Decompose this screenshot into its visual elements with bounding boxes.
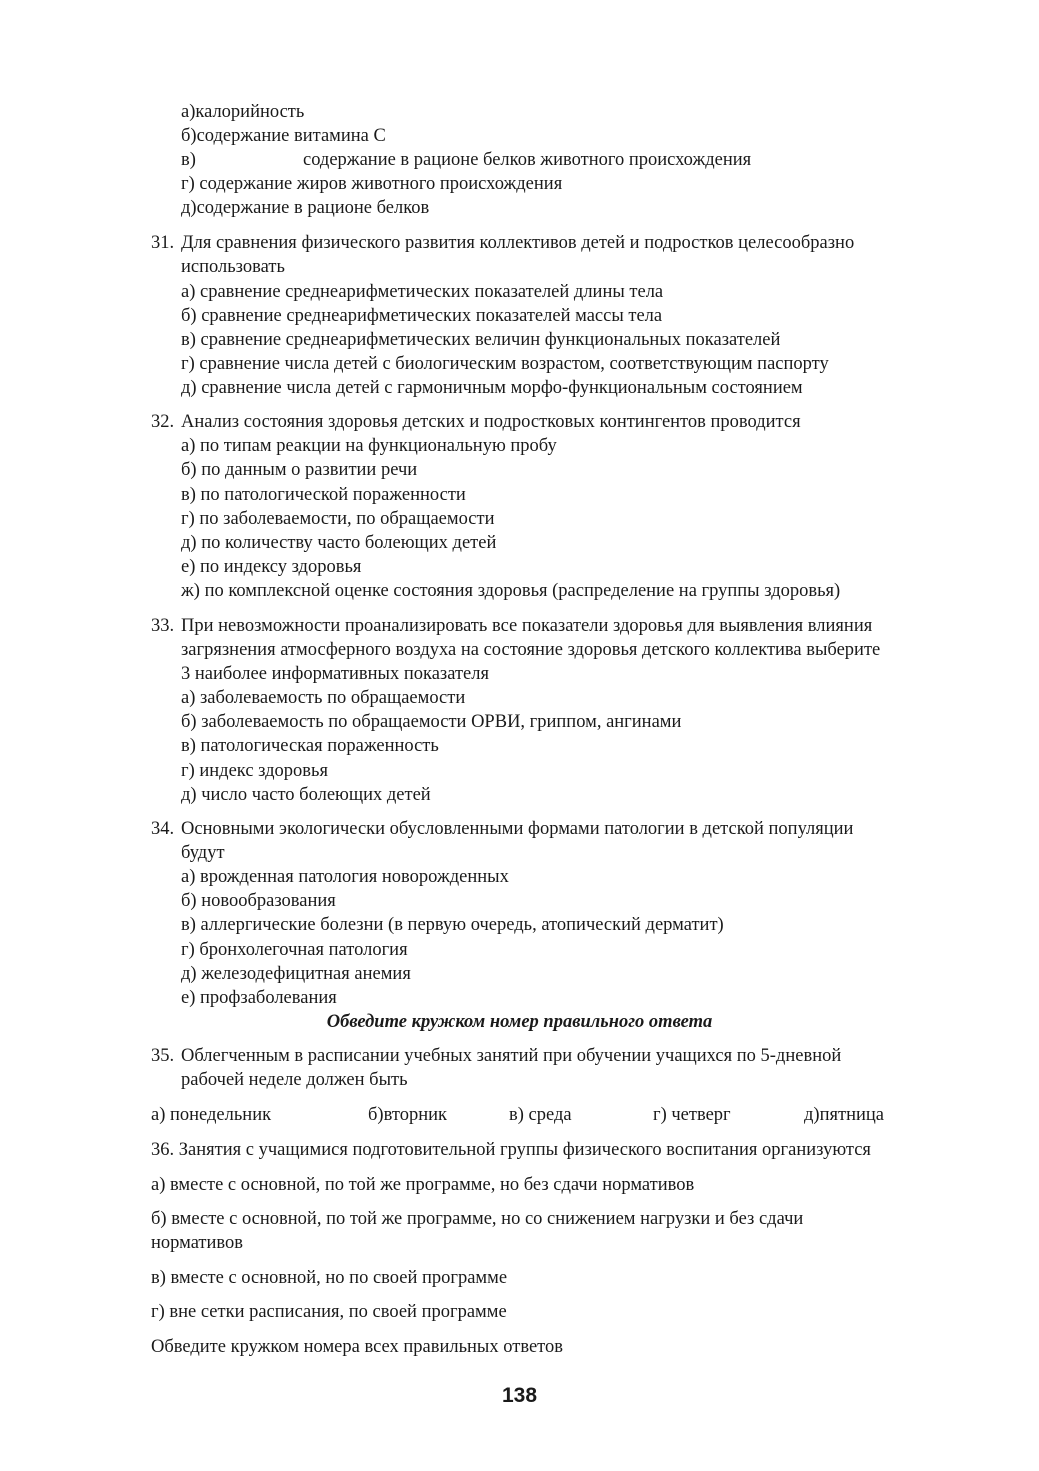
- q32-option-e: д) по количеству часто болеющих детей: [181, 533, 497, 553]
- q35-number: 35.: [151, 1046, 175, 1066]
- q35-option-c: в) среда: [509, 1105, 572, 1125]
- page-number: 138: [501, 1384, 538, 1407]
- q36-option-b-line1: б) вместе с основной, по той же программе, но со снижением нагрузки и без сдачи: [151, 1209, 804, 1229]
- q32-number: 32.: [151, 412, 175, 432]
- prev-option-e: д)содержание в рационе белков: [181, 198, 430, 218]
- q35-option-b: б)вторник: [368, 1105, 447, 1125]
- q32-option-c: в) по патологической пораженности: [181, 485, 466, 505]
- q35-options-row: [151, 1104, 911, 1126]
- prev-option-d: г) содержание жиров животного происхождения: [181, 174, 563, 194]
- q31-text-line1: Для сравнения физического развития коллективов детей и подростков целесообразно: [181, 233, 855, 253]
- q33-option-d: г) индекс здоровья: [181, 761, 328, 781]
- q36-option-b-line2: нормативов: [151, 1233, 244, 1253]
- q32-text-line1: Анализ состояния здоровья детских и подростковых контингентов проводится: [181, 412, 801, 432]
- q32-option-b: б) по данным о развитии речи: [181, 460, 418, 480]
- q31-number: 31.: [151, 233, 175, 253]
- q34-number: 34.: [151, 819, 175, 839]
- q34-option-f: е) профзаболевания: [181, 988, 337, 1008]
- q31-option-b: б) сравнение среднеарифметических показателей массы тела: [181, 306, 663, 326]
- q34-text-line2: будут: [181, 843, 225, 863]
- q36-option-c: в) вместе с основной, но по своей программе: [151, 1268, 508, 1288]
- q36-option-a: а) вместе с основной, по той же программе, но без сдачи нормативов: [151, 1175, 695, 1195]
- q34-option-e: д) железодефицитная анемия: [181, 964, 411, 984]
- q34-option-a: а) врожденная патология новорожденных: [181, 867, 509, 887]
- q34-option-b: б) новообразования: [181, 891, 336, 911]
- q32-option-g: ж) по комплексной оценке состояния здоровья (распределение на группы здоровья): [181, 581, 841, 601]
- q31-option-d: г) сравнение числа детей с биологическим возрастом, соответствующим паспорту: [181, 354, 829, 374]
- prev-option-a: а)калорийность: [181, 102, 305, 122]
- q35-option-a: а) понедельник: [151, 1105, 272, 1125]
- prev-option-c-text: содержание в рационе белков животного происхождения: [303, 150, 752, 170]
- q34-text-line1: Основными экологически обусловленными формами патологии в детской популяции: [181, 819, 854, 839]
- q34-option-d: г) бронхолегочная патология: [181, 940, 408, 960]
- q33-number: 33.: [151, 616, 175, 636]
- q33-text-line1: При невозможности проанализировать все показатели здоровья для выявления влияния: [181, 616, 873, 636]
- q31-option-e: д) сравнение числа детей с гармоничным морфо-функциональным состоянием: [181, 378, 803, 398]
- q33-option-c: в) патологическая пораженность: [181, 736, 439, 756]
- instruction-single-answer: Обведите кружком номер правильного ответа: [326, 1012, 713, 1032]
- q32-option-a: а) по типам реакции на функциональную пробу: [181, 436, 557, 456]
- q33-option-b: б) заболеваемость по обращаемости ОРВИ, гриппом, ангинами: [181, 712, 682, 732]
- q35-text-line2: рабочей неделе должен быть: [181, 1070, 408, 1090]
- instruction-multiple-answers: Обведите кружком номера всех правильных ответов: [151, 1337, 563, 1357]
- q33-option-e: д) число часто болеющих детей: [181, 785, 431, 805]
- prev-option-c-label: в): [181, 150, 196, 170]
- q32-option-f: е) по индексу здоровья: [181, 557, 362, 577]
- q35-option-d: г) четверг: [653, 1105, 731, 1125]
- q36-option-d: г) вне сетки расписания, по своей программе: [151, 1302, 507, 1322]
- q35-text-line1: Облегченным в расписании учебных занятий при обучении учащихся по 5-дневной: [181, 1046, 842, 1066]
- q33-text-line3: 3 наиболее информативных показателя: [181, 664, 489, 684]
- q32-option-d: г) по заболеваемости, по обращаемости: [181, 509, 495, 529]
- q31-option-c: в) сравнение среднеарифметических величин функциональных показателей: [181, 330, 781, 350]
- q31-option-a: а) сравнение среднеарифметических показателей длины тела: [181, 282, 664, 302]
- prev-option-b: б)содержание витамина С: [181, 126, 386, 146]
- q31-text-line2: использовать: [181, 257, 285, 277]
- q36-text: 36. Занятия с учащимися подготовительной группы физического воспитания организуются: [151, 1140, 871, 1160]
- q34-option-c: в) аллергические болезни (в первую очередь, атопический дерматит): [181, 915, 724, 935]
- q33-option-a: а) заболеваемость по обращаемости: [181, 688, 466, 708]
- q35-option-e: д)пятница: [804, 1105, 884, 1125]
- q33-text-line2: загрязнения атмосферного воздуха на состояние здоровья детского коллектива выберите: [181, 640, 881, 660]
